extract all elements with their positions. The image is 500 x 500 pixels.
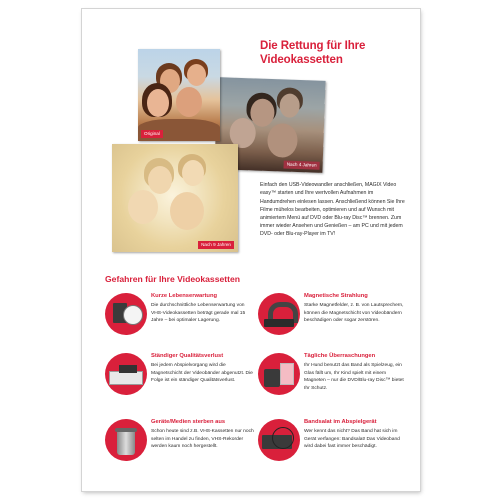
danger-title: Tägliche Überraschungen [304, 353, 376, 359]
danger-item-surprises [258, 353, 408, 413]
danger-text: Ihr Hund benutzt das Band als Spielzeug, ein Glas fällt um, Ihr Kind spielt mit einem Magneten – nur die DVD/Blu-ray Disc™ bietet Ihr Schutz. [304, 363, 404, 391]
danger-title: Magnetische Strahlung [304, 293, 368, 299]
magnet-icon [258, 293, 300, 335]
danger-text: Die durchschnittliche Lebenserwartung von VHS-Videokassetten beträgt gerade mal 15 Jahre – bei optimaler Lagerung. [151, 303, 246, 324]
danger-text: Starke Magnetfelder, z. B. von Lautsprechern, können die Magnetschicht von Videobändern beschädigen oder sogar zerstören. [304, 303, 404, 324]
trash-can-icon [105, 419, 147, 461]
photo-after-9-years [112, 144, 238, 252]
accident-icon [258, 353, 300, 395]
brochure-page [82, 9, 420, 491]
danger-item-obsolete [105, 419, 255, 479]
danger-item-tape-tangle [258, 419, 408, 479]
photo-label-9-years: Nach 9 Jahren [198, 241, 234, 249]
clock-vhs-icon [105, 293, 147, 335]
danger-item-quality-loss [105, 353, 255, 413]
danger-title: Ständiger Qualitätsverlust [151, 353, 224, 359]
vcr-icon [105, 353, 147, 395]
section-title: Gefahren für Ihre Videokassetten [105, 274, 240, 284]
danger-item-short-life [105, 293, 255, 353]
danger-title: Geräte/Medien sterben aus [151, 419, 226, 425]
photo-original [138, 49, 220, 141]
photo-label-original: Original [141, 130, 163, 138]
danger-title: Bandsalat im Abspielgerät [304, 419, 377, 425]
title-line-2: Videokassetten [260, 54, 343, 66]
danger-text: Wer kennt das nicht? Das Band hat sich im Gerät verfangen: Bandsalat! Das Videoband wird dabei fast immer beschädigt. [304, 429, 400, 450]
photo-label-4-years: Nach 4 Jahren [284, 161, 320, 170]
tangled-tape-icon [258, 419, 300, 461]
danger-text: Bei jedem Abspielvorgang wird die Magnetschicht der Videobänder abgenutzt. Die Folge ist ein ständiger Qualitätsverlust. [151, 363, 253, 384]
danger-text: Schon heute sind z.B. VHS-Kassetten nur noch selten im Handel zu finden, VHS-Rekorder werden kaum noch hergestellt. [151, 429, 254, 450]
danger-title: Kurze Lebenserwartung [151, 293, 218, 299]
intro-text: Einfach den USB-Videowandler anschließen, MAGIX Video easy™ starten und Ihre wertvollen Aufnahmen im Handumdrehen einlesen lassen. Anschließend können Sie Ihre Filme mühelos bearbeiten, optimieren und auf Wunsch mit animiertem Menü auf DVD oder Blu-ray Disc™ brennen. Zum immer wieder Ansehen und Genießen – am PC und mit jedem DVD- oder Blu-ray-Player im TV! [260, 182, 405, 238]
danger-item-magnetic [258, 293, 408, 353]
page-title [260, 39, 365, 67]
title-line-1: Die Rettung für Ihre [260, 40, 366, 52]
